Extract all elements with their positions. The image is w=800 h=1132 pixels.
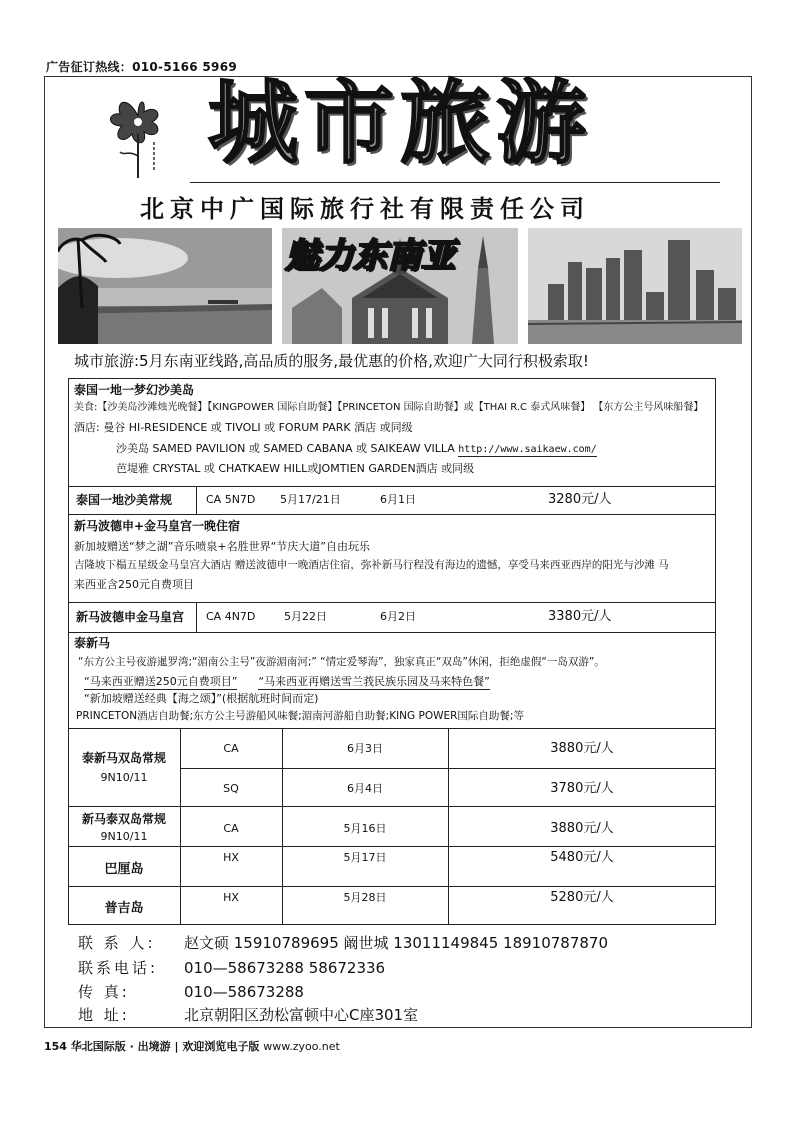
footer-url[interactable]: www.zyoo.net <box>263 1040 340 1053</box>
city-skyline-photo <box>528 228 742 344</box>
thai-sin-mal-line-1: “东方公主号夜游暹罗湾;“湄南公主号”夜游湄南河;” “情定爱琴海”，独家真正“双岛”休闲，拒绝虚假“一岛双游”。 <box>78 656 605 668</box>
route-date: 5月16日 <box>343 822 387 835</box>
port-dickson-line-2: 吉隆坡下榻五星级金马皇宫大酒店 赠送波德申一晚酒店住宿，弥补新马行程没有海边的遗憾，享受马来西亚西岸的阳光与沙滩 马 <box>74 559 669 571</box>
samed-hotel-samed: 沙美岛 SAMED PAVILION 或 SAMED CABANA 或 SAIKEAW VILLA http://www.saikaew.com/ <box>116 442 597 455</box>
route-price: 3280元/人 <box>548 492 612 507</box>
section-title-port-dickson: 新马波德申+金马皇宫一晚住宿 <box>74 519 241 533</box>
route-code: CA <box>223 742 239 755</box>
route-price: 3780元/人 <box>550 781 614 796</box>
slogan-text: 魅力东南亚 <box>285 236 455 276</box>
title-divider <box>190 182 720 183</box>
route-code: CA 5N7D <box>206 493 256 506</box>
route-name: 新马泰双岛常规 <box>81 812 166 826</box>
table-rule <box>68 806 716 807</box>
thai-sin-mal-highlight-2: “新加坡赠送经典【海之颂】”(根据航班时间而定) <box>84 692 319 705</box>
table-rule <box>68 728 716 729</box>
thai-sin-mal-highlight: “马来西亚赠送250元自费项目” “马来西亚再赠送雪兰莪民族乐园及马来特色餐” <box>84 675 490 688</box>
route-depart: 5月22日 <box>284 610 327 623</box>
page-number: 154 <box>44 1040 67 1053</box>
intro-text: 城市旅游:5月东南亚线路,高品质的服务,最优惠的价格,欢迎广大同行积极索取! <box>74 352 589 370</box>
thai-sin-mal-meals: PRINCETON酒店自助餐;东方公主号游船风味餐;湄南河游船自助餐;KING POWER国际自助餐;等 <box>76 710 524 722</box>
table-rule <box>68 846 716 847</box>
route-depart: 5月17/21日 <box>280 493 341 506</box>
route-code: CA <box>223 822 239 835</box>
port-dickson-line-1: 新加坡赠送“梦之湖”音乐喷泉+名胜世界“节庆大道”自由玩乐 <box>74 540 371 553</box>
section-title-thai-sin-mal: 泰新马 <box>74 636 111 650</box>
route-price: 3880元/人 <box>550 741 614 756</box>
table-col-rule <box>196 602 197 632</box>
route-return: 6月2日 <box>380 610 416 623</box>
route-date: 6月4日 <box>347 782 383 795</box>
footer-note: 欢迎浏览电子版 <box>182 1040 260 1053</box>
route-name: 泰国一地沙美常规 <box>76 493 173 507</box>
table-rule <box>68 514 716 515</box>
route-duration: 9N10/11 <box>100 771 148 784</box>
table-rule <box>68 486 716 487</box>
company-name: 北京中广国际旅行社有限责任公司 <box>140 195 590 223</box>
samed-hotel-pattaya: 芭堤雅 CRYSTAL 或 CHATKAEW HILL或JOMTIEN GARDEN酒店 或同级 <box>116 462 475 475</box>
table-col-rule <box>196 486 197 514</box>
footer-divider: | <box>174 1040 179 1053</box>
beach-photo <box>58 228 272 344</box>
route-code: HX <box>223 891 239 904</box>
route-price: 3880元/人 <box>550 821 614 836</box>
section-title-samed: 泰国一地一梦幻沙美岛 <box>74 383 195 397</box>
route-code: SQ <box>223 782 239 795</box>
route-name: 新马波德申金马皇宫 <box>76 610 185 624</box>
route-name: 普吉岛 <box>104 901 144 916</box>
table-rule <box>68 632 716 633</box>
route-date: 5月28日 <box>343 891 387 904</box>
page-footer <box>44 1038 340 1054</box>
contact-address: 地 址: 北京朝阳区劲松富顿中心C座301室 <box>78 1006 419 1024</box>
contact-person: 联 系 人: 赵文硕 15910789695 阚世城 13011149845 18910787870 <box>78 934 609 952</box>
contact-phone: 联系电话: 010—58673288 58672336 <box>78 959 386 977</box>
route-date: 5月17日 <box>343 851 387 864</box>
route-return: 6月1日 <box>380 493 416 506</box>
samed-meals: 美食:【沙美岛沙滩烛光晚餐】【KINGPOWER 国际自助餐】【PRINCETON 国际自助餐】或【THAI R.C 泰式风味餐】 【东方公主号风味船餐】 <box>74 402 704 413</box>
ad-hotline: 广告征订热线：010-5166 5969 <box>46 60 238 74</box>
hotel-link[interactable]: http://www.saikaew.com/ <box>458 444 597 455</box>
route-duration: 9N10/11 <box>100 830 148 843</box>
magazine-title: 城市旅游 <box>208 70 592 176</box>
route-date: 6月3日 <box>347 742 383 755</box>
flower-logo-icon <box>98 86 178 186</box>
contact-fax: 传 真: 010—58673288 <box>78 983 304 1001</box>
table-rule <box>68 886 716 887</box>
route-name: 泰新马双岛常规 <box>81 751 166 765</box>
samed-hotel-bangkok: 酒店: 曼谷 HI-RESIDENCE 或 TIVOLI 或 FORUM PARK 酒店 或同级 <box>74 421 413 434</box>
edition-label: 华北国际版 · 出境游 <box>70 1040 171 1053</box>
route-price: 3380元/人 <box>548 609 612 624</box>
route-price: 5280元/人 <box>550 890 614 905</box>
table-rule <box>68 602 716 603</box>
route-code: HX <box>223 851 239 864</box>
port-dickson-line-3: 来西亚含250元自费项目 <box>74 578 194 591</box>
route-code: CA 4N7D <box>206 610 256 623</box>
route-price: 5480元/人 <box>550 850 614 865</box>
route-name: 巴厘岛 <box>104 862 144 877</box>
